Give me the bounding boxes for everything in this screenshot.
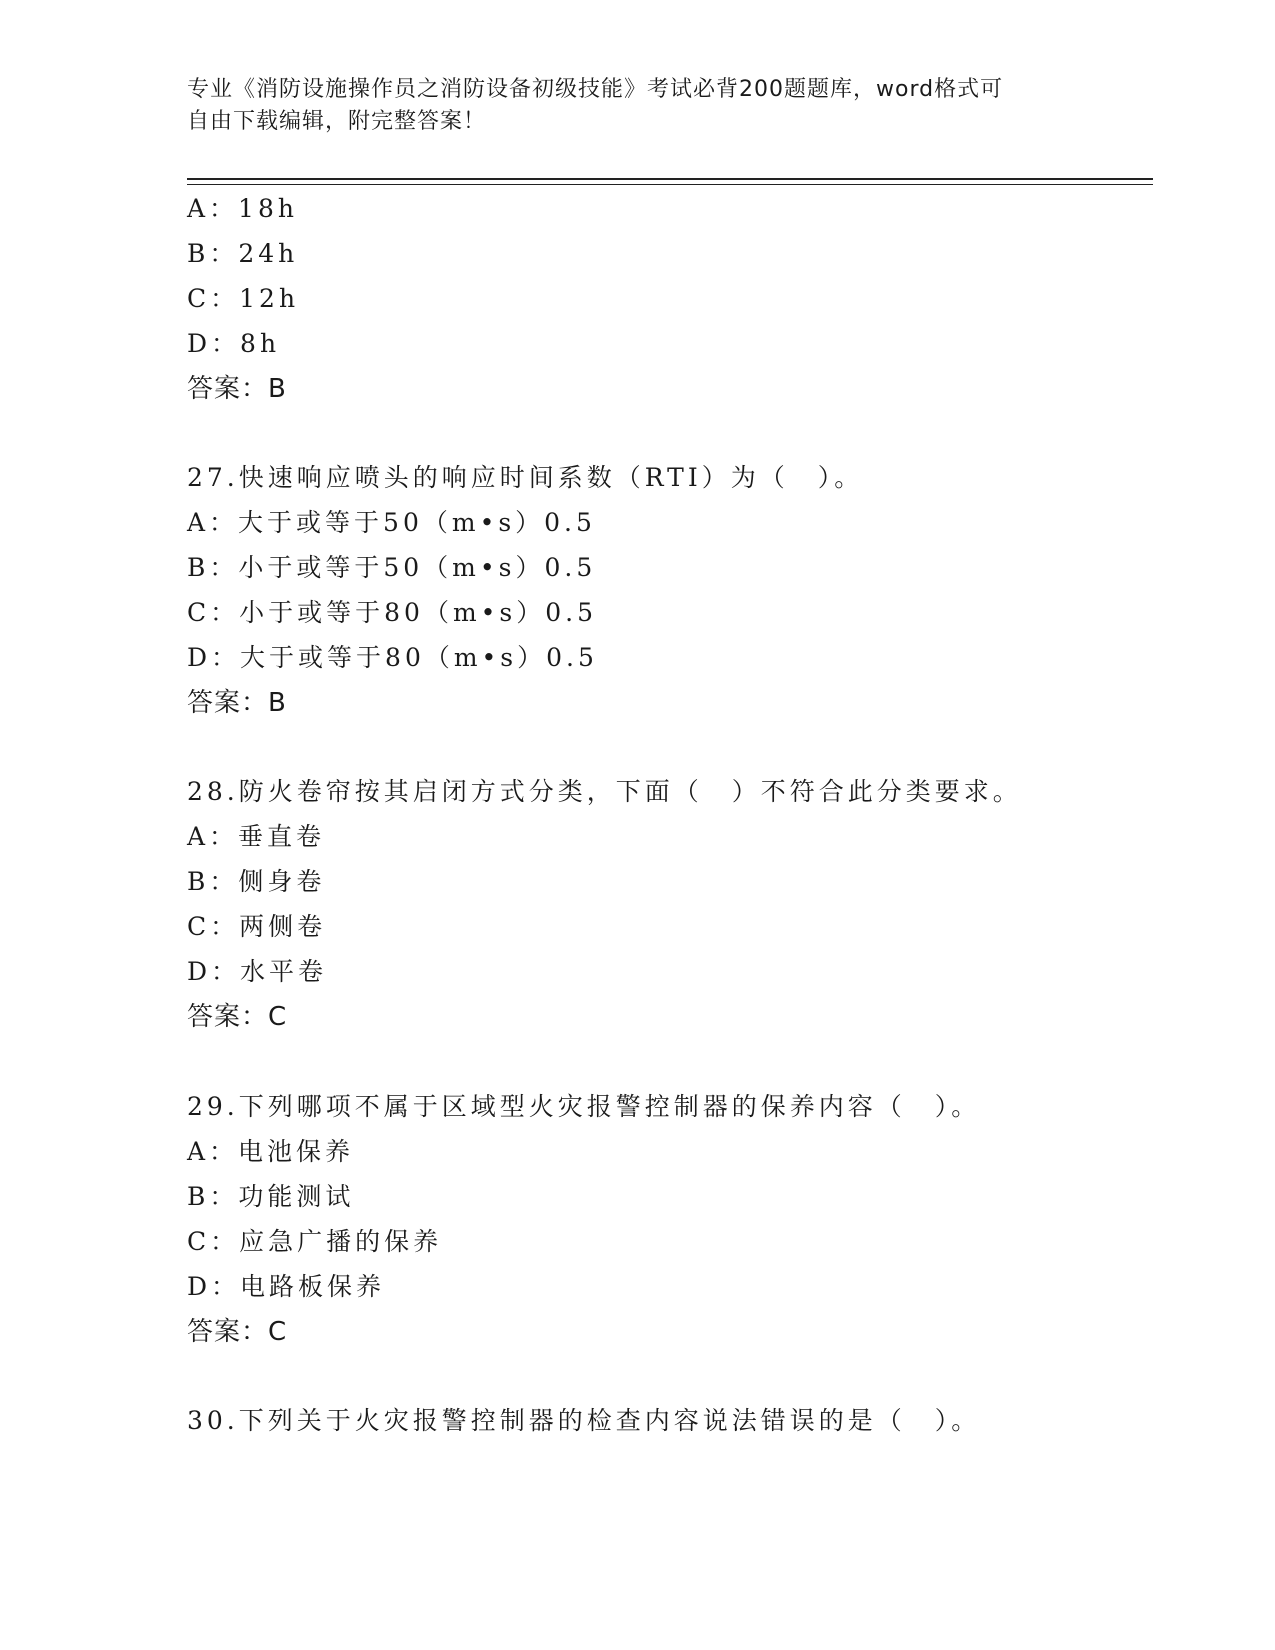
q28-option-a: A：垂直卷 bbox=[187, 822, 326, 851]
q29-option-b: B：功能测试 bbox=[187, 1182, 355, 1211]
header-line-2: 自由下载编辑，附完整答案！ bbox=[187, 109, 487, 134]
q28-answer: 答案：C bbox=[187, 1002, 288, 1032]
q26-option-a: A：18h bbox=[187, 194, 298, 223]
q29-option-c: C：应急广播的保养 bbox=[187, 1227, 443, 1256]
q27-answer: 答案：B bbox=[187, 688, 287, 718]
q26-answer: 答案：B bbox=[187, 374, 287, 404]
q27-option-a: A：大于或等于50（m•s）0.5 bbox=[187, 508, 596, 537]
q26-option-b: B：24h bbox=[187, 239, 299, 268]
q28-question: 28.防火卷帘按其启闭方式分类，下面（ ）不符合此分类要求。 bbox=[187, 777, 1022, 806]
q29-answer: 答案：C bbox=[187, 1317, 288, 1347]
q29-question: 29.下列哪项不属于区域型火灾报警控制器的保养内容（ ）。 bbox=[187, 1092, 981, 1121]
document-header bbox=[187, 74, 1087, 138]
q27-option-c: C：小于或等于80（m•s）0.5 bbox=[187, 598, 597, 627]
q26-option-d: D：8h bbox=[187, 329, 281, 358]
q30-question: 30.下列关于火灾报警控制器的检查内容说法错误的是（ ）。 bbox=[187, 1406, 981, 1435]
header-divider-thin bbox=[187, 184, 1153, 185]
q27-option-b: B：小于或等于50（m•s）0.5 bbox=[187, 553, 597, 582]
q28-option-c: C：两侧卷 bbox=[187, 912, 327, 941]
header-divider-thick bbox=[187, 178, 1153, 180]
q28-option-d: D：水平卷 bbox=[187, 957, 328, 986]
q29-option-d: D：电路板保养 bbox=[187, 1272, 386, 1301]
q28-option-b: B：侧身卷 bbox=[187, 867, 326, 896]
q26-option-c: C：12h bbox=[187, 284, 300, 313]
header-line-1: 专业《消防设施操作员之消防设备初级技能》考试必背200题题库，word格式可 bbox=[187, 77, 1004, 102]
q27-option-d: D：大于或等于80（m•s）0.5 bbox=[187, 643, 598, 672]
q27-question: 27.快速响应喷头的响应时间系数（RTI）为（ ）。 bbox=[187, 463, 864, 492]
q29-option-a: A：电池保养 bbox=[187, 1137, 355, 1166]
